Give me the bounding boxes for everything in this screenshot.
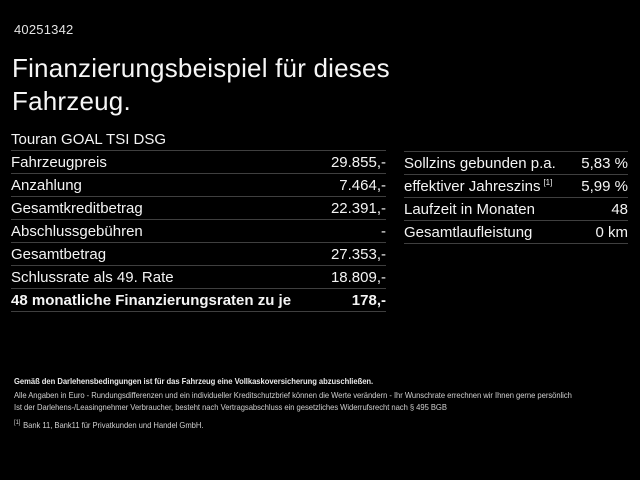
- table-row: [11, 266, 386, 289]
- row-label: 48 monatliche Finanzierungsraten zu je: [11, 291, 292, 309]
- row-label: Laufzeit in Monaten: [404, 200, 535, 218]
- monthly-rate-row: [11, 289, 386, 312]
- page-title: Finanzierungsbeispiel für dieses Fahrzeug.: [12, 53, 390, 116]
- vehicle-listing-id: 40251342: [14, 22, 74, 37]
- row-value: 22.391,-: [330, 199, 386, 217]
- table-row: [404, 152, 628, 175]
- table-row: [11, 174, 386, 197]
- footnote-marker: [1]: [543, 177, 553, 187]
- row-label: Gesamtkreditbetrag: [11, 199, 143, 217]
- row-label: Sollzins gebunden p.a.: [404, 154, 556, 172]
- table-row: [404, 198, 628, 221]
- row-value: 48: [611, 200, 628, 218]
- table-row: [11, 243, 386, 266]
- row-value: 5,83 %: [581, 154, 628, 172]
- table-row: [404, 221, 628, 244]
- row-label: Abschlussgebühren: [11, 222, 143, 240]
- row-label: Anzahlung: [11, 176, 82, 194]
- table-row: [404, 175, 628, 198]
- vehicle-model-row: [11, 129, 386, 151]
- disclaimer-line: Alle Angaben in Euro - Rundungsdifferenzen und ein individueller Kreditschutzbrief können die Werte verändern - Ihr Wunschrate errechnen wir Ihnen gerne persönlich: [14, 390, 572, 400]
- table-row: [11, 151, 386, 174]
- vehicle-model: Touran GOAL TSI DSG: [11, 131, 167, 148]
- row-value: 29.855,-: [330, 153, 386, 171]
- footnote-text: Bank 11, Bank11 für Privatkunden und Handel GmbH.: [23, 419, 204, 430]
- row-label: Fahrzeugpreis: [11, 153, 107, 171]
- disclaimer-line: Ist der Darlehens-/Leasingnehmer Verbraucher, besteht nach Vertragsabschluss ein gesetzliches Widerrufsrecht nach § 495 BGB: [14, 402, 447, 412]
- footnote-marker: [1]: [14, 419, 21, 426]
- bank-footnote: [14, 419, 203, 430]
- conditions-table: [404, 151, 628, 244]
- row-value: 178,-: [351, 291, 386, 309]
- row-label: effektiver Jahreszins [1]: [404, 177, 553, 195]
- table-row: [11, 197, 386, 220]
- finance-table: [11, 129, 386, 312]
- row-value: 27.353,-: [330, 245, 386, 263]
- row-value: 5,99 %: [581, 177, 628, 195]
- row-value: 18.809,-: [330, 268, 386, 286]
- table-row: [11, 220, 386, 243]
- row-label: Gesamtlaufleistung: [404, 223, 533, 241]
- row-value: 0 km: [595, 223, 628, 241]
- row-label: Gesamtbetrag: [11, 245, 107, 263]
- insurance-note: Gemäß den Darlehensbedingungen ist für das Fahrzeug eine Vollkaskoversicherung abzuschließen.: [14, 376, 374, 386]
- row-value: -: [381, 222, 386, 240]
- row-label: Schlussrate als 49. Rate: [11, 268, 174, 286]
- row-value: 7.464,-: [339, 176, 386, 194]
